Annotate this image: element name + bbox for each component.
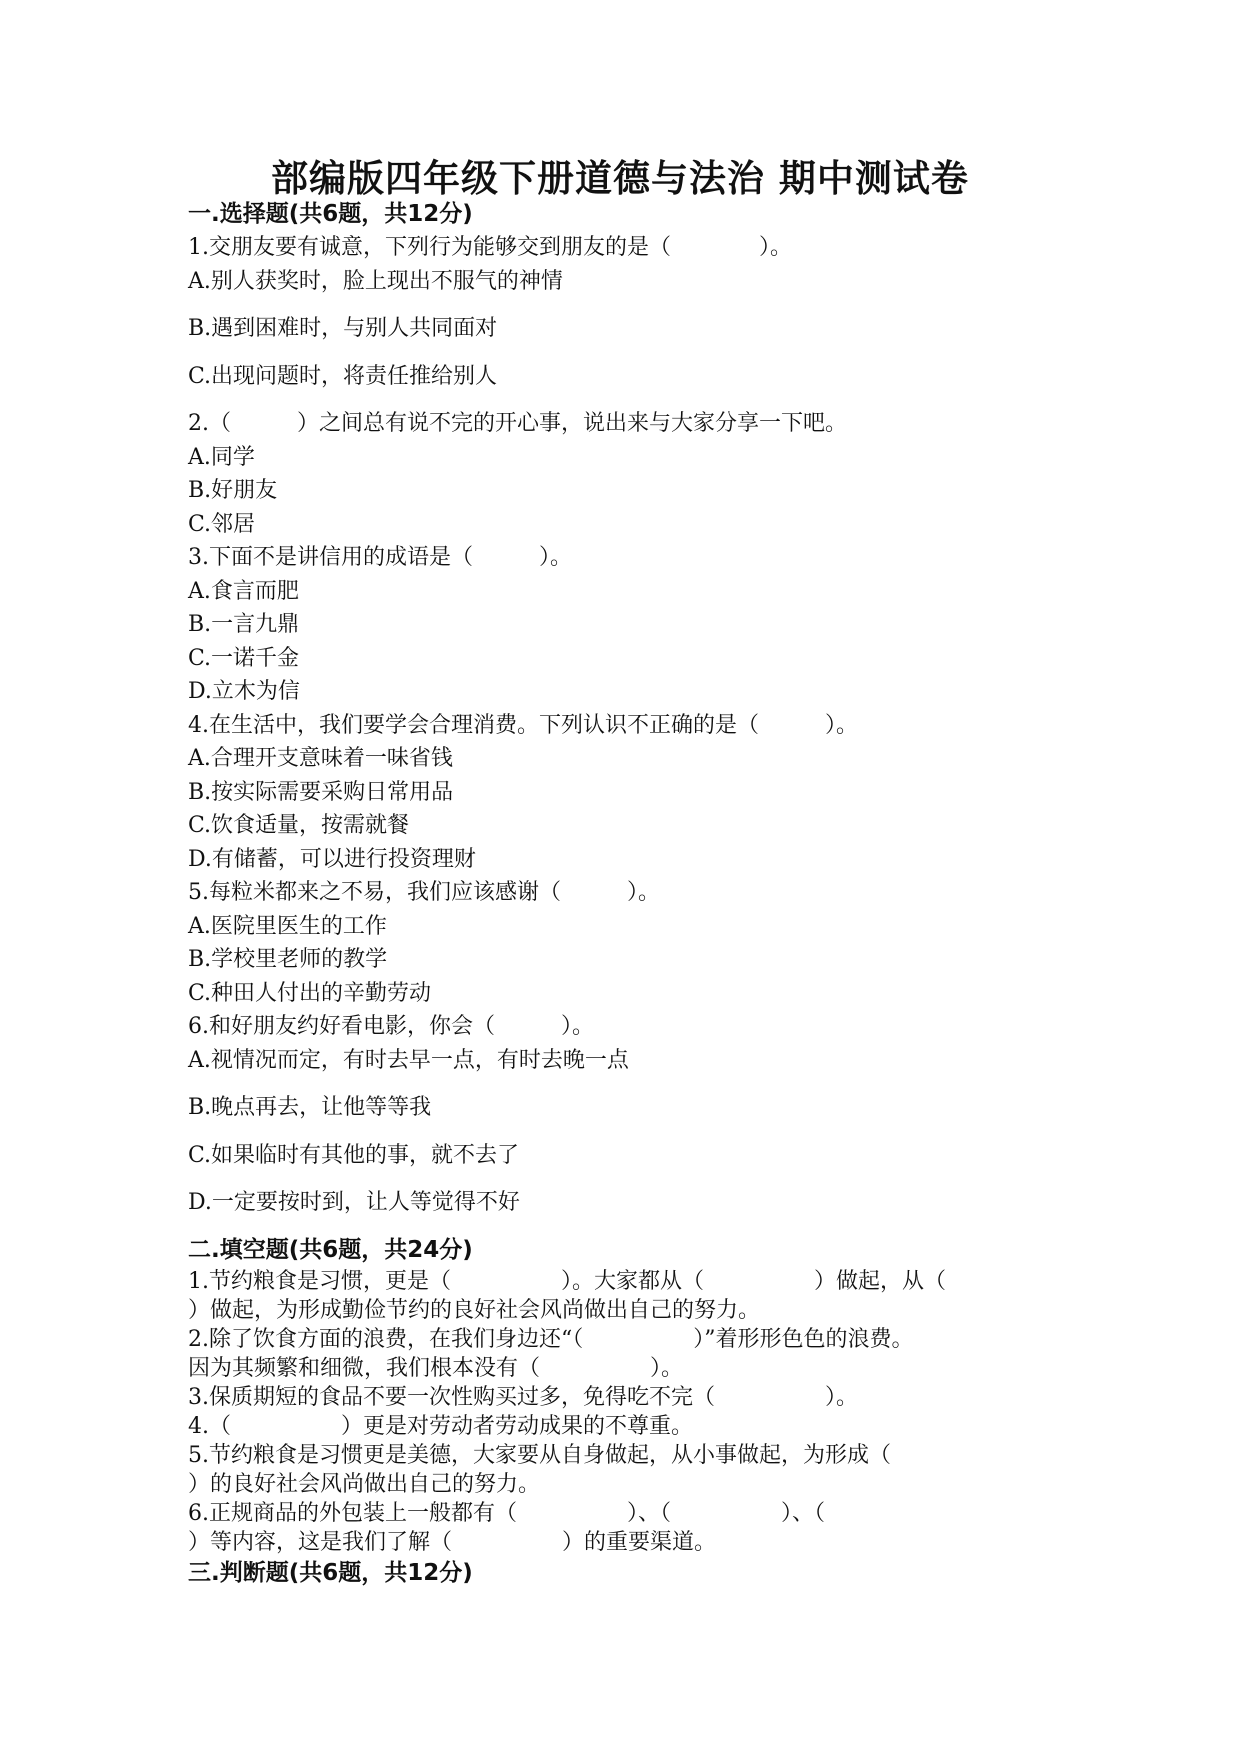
fill-line: 6.正规商品的外包装上一般都有（ ）、（ ）、（ xyxy=(188,1500,825,1526)
option-a: A.别人获奖时，脸上现出不服气的神情 xyxy=(188,268,563,294)
question-stem: 5.每粒米都来之不易，我们应该感谢（ ）。 xyxy=(188,880,660,905)
fill-line: ）等内容，这是我们了解（ ）的重要渠道。 xyxy=(188,1529,717,1555)
question-5 xyxy=(188,876,1048,1010)
fill-questions xyxy=(188,1267,1048,1557)
option-c: C.种田人付出的辛勤劳动 xyxy=(188,980,432,1006)
question-stem: 1.交朋友要有诚意，下列行为能够交到朋友的是（ ）。 xyxy=(188,235,792,260)
question-1 xyxy=(188,231,1048,393)
fill-line: 2.除了饮食方面的浪费，在我们身边还“（ ）”着形形色色的浪费。 xyxy=(188,1326,914,1352)
option-a: A.食言而肥 xyxy=(188,578,299,604)
question-6 xyxy=(188,1010,1048,1220)
question-stem: 6.和好朋友约好看电影，你会（ ）。 xyxy=(188,1014,594,1039)
section-heading-judge: 三.判断题(共6题，共12分) xyxy=(188,1559,473,1586)
fill-line: 4.（ ）更是对劳动者劳动成果的不尊重。 xyxy=(188,1413,693,1439)
page-title: 部编版四年级下册道德与法治 期中测试卷 xyxy=(271,157,969,200)
option-b: B.晚点再去，让他等等我 xyxy=(188,1095,432,1120)
fill-line: 3.保质期短的食品不要一次性购买过多，免得吃不完（ ）。 xyxy=(188,1384,858,1410)
option-b: B.遇到困难时，与别人共同面对 xyxy=(188,316,498,341)
option-c: C.如果临时有其他的事，就不去了 xyxy=(188,1142,520,1168)
fill-line: 5.节约粮食是习惯更是美德，大家要从自身做起，从小事做起，为形成（ xyxy=(188,1442,891,1468)
question-2 xyxy=(188,407,1048,541)
option-c: C.出现问题时，将责任推给别人 xyxy=(188,363,498,389)
question-stem: 3.下面不是讲信用的成语是（ ）。 xyxy=(188,545,572,570)
option-c: C.一诺千金 xyxy=(188,645,300,671)
option-b: B.按实际需要采购日常用品 xyxy=(188,779,454,805)
option-b: B.一言九鼎 xyxy=(188,612,300,637)
fill-line: ）的良好社会风尚做出自己的努力。 xyxy=(188,1471,541,1497)
option-a: A.视情况而定，有时去早一点，有时去晚一点 xyxy=(188,1047,629,1073)
option-a: A.医院里医生的工作 xyxy=(188,913,387,939)
option-a: A.合理开支意味着一味省钱 xyxy=(188,746,453,771)
option-d: D.一定要按时到，让人等觉得不好 xyxy=(188,1190,520,1215)
exam-content xyxy=(188,198,1048,1590)
question-4 xyxy=(188,709,1048,877)
question-3 xyxy=(188,541,1048,709)
option-d: D.有储蓄，可以进行投资理财 xyxy=(188,846,476,872)
fill-line: ）做起，为形成勤俭节约的良好社会风尚做出自己的努力。 xyxy=(188,1297,761,1323)
section-heading-choice: 一.选择题(共6题，共12分) xyxy=(188,201,473,227)
option-b: B.好朋友 xyxy=(188,478,278,503)
question-stem: 4.在生活中，我们要学会合理消费。下列认识不正确的是（ ）。 xyxy=(188,712,858,738)
option-a: A.同学 xyxy=(188,444,255,470)
section-heading-fill: 二.填空题(共6题，共24分) xyxy=(188,1236,473,1263)
fill-line: 因为其频繁和细微，我们根本没有（ ）。 xyxy=(188,1355,684,1381)
option-b: B.学校里老师的教学 xyxy=(188,947,388,972)
question-stem: 2.（ ）之间总有说不完的开心事，说出来与大家分享一下吧。 xyxy=(188,411,847,436)
option-d: D.立木为信 xyxy=(188,679,300,704)
option-c: C.饮食适量，按需就餐 xyxy=(188,813,410,838)
fill-line: 1.节约粮食是习惯，更是（ ）。大家都从（ ）做起，从（ xyxy=(188,1268,946,1294)
option-c: C.邻居 xyxy=(188,511,256,537)
